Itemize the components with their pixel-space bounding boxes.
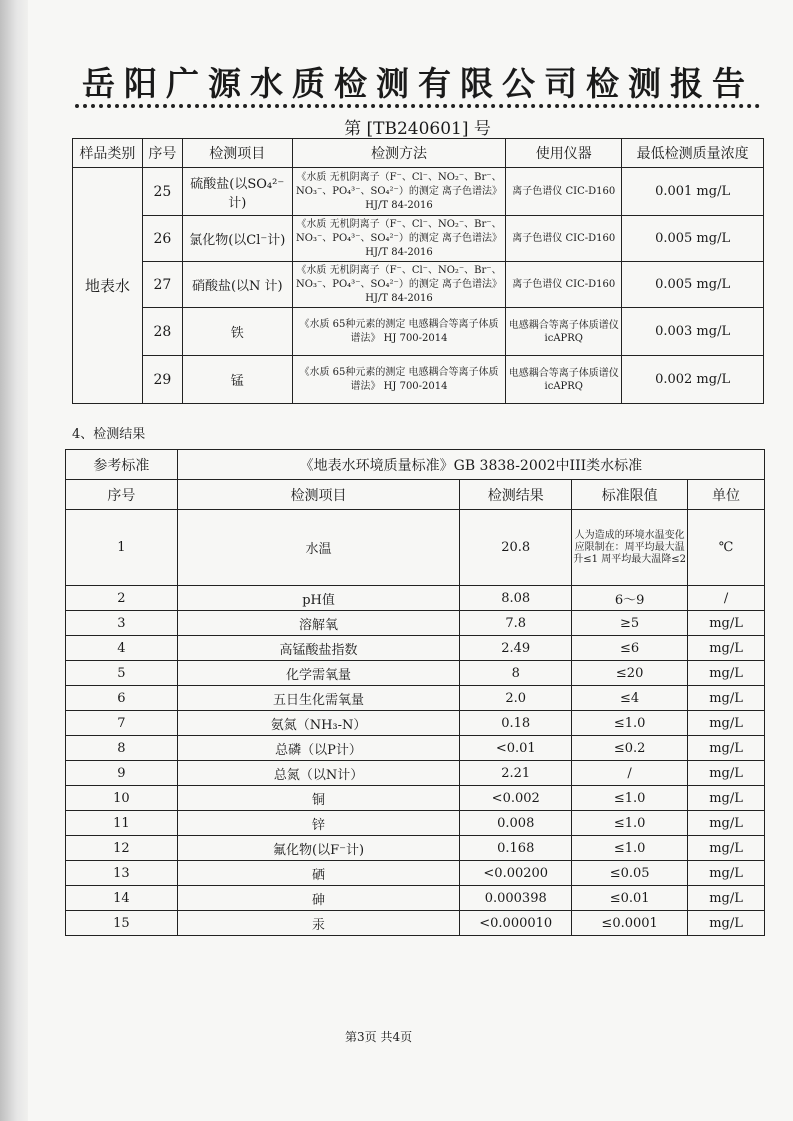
table-row	[66, 510, 765, 586]
row-conc: 0.003 mg/L	[622, 308, 764, 356]
row-no: 10	[66, 786, 178, 811]
table-row	[66, 836, 765, 861]
row-unit: mg/L	[688, 911, 765, 936]
row-limit: 人为造成的环境水温变化应限制在：周平均最大温升≤1 周平均最大温降≤2	[572, 510, 688, 586]
row-item: 硝酸盐(以N 计)	[182, 262, 292, 308]
row-item: 氨氮（NH₃-N）	[177, 711, 459, 736]
row-result: 0.008	[460, 811, 572, 836]
row-result: 0.000398	[460, 886, 572, 911]
row-unit: /	[688, 586, 765, 611]
row-limit: ≤0.2	[572, 736, 688, 761]
results-section-title: 4、检测结果	[72, 427, 146, 442]
row-item: pH值	[177, 586, 459, 611]
row-no: 11	[66, 811, 178, 836]
row-unit: mg/L	[688, 811, 765, 836]
row-no: 2	[66, 586, 178, 611]
row-limit: ≤1.0	[572, 786, 688, 811]
row-unit: mg/L	[688, 836, 765, 861]
row-item: 五日生化需氧量	[177, 686, 459, 711]
col-method: 检测方法	[292, 139, 506, 168]
row-unit: mg/L	[688, 861, 765, 886]
table-row	[73, 356, 764, 404]
row-limit: ≤6	[572, 636, 688, 661]
row-conc: 0.005 mg/L	[622, 262, 764, 308]
row-unit: mg/L	[688, 886, 765, 911]
row-result: 2.0	[460, 686, 572, 711]
row-conc: 0.005 mg/L	[622, 216, 764, 262]
row-instrument: 电感耦合等离子体质谱仪 icAPRQ	[506, 308, 622, 356]
methods-header-row	[73, 139, 764, 168]
row-no: 12	[66, 836, 178, 861]
row-no: 7	[66, 711, 178, 736]
row-item: 氯化物(以Cl⁻计)	[182, 216, 292, 262]
row-item: 水温	[177, 510, 459, 586]
row-limit: 6～9	[572, 586, 688, 611]
row-instrument: 离子色谱仪 CIC-D160	[506, 216, 622, 262]
table-row	[73, 168, 764, 216]
row-item: 硒	[177, 861, 459, 886]
row-item: 高锰酸盐指数	[177, 636, 459, 661]
row-no: 29	[142, 356, 182, 404]
row-result: 8	[460, 661, 572, 686]
row-limit: /	[572, 761, 688, 786]
col-result: 检测结果	[460, 480, 572, 510]
row-result: <0.000010	[460, 911, 572, 936]
col-item: 检测项目	[177, 480, 459, 510]
row-no: 27	[142, 262, 182, 308]
col-seq: 序号	[66, 480, 178, 510]
row-method: 《水质 65种元素的测定 电感耦合等离子体质谱法》 HJ 700-2014	[292, 308, 506, 356]
row-item: 锰	[182, 356, 292, 404]
row-method: 《水质 无机阴离子（F⁻、Cl⁻、NO₂⁻、Br⁻、NO₃⁻、PO₄³⁻、SO₄²⁻）的测定 离子色谱法》HJ/T 84-2016	[292, 168, 506, 216]
row-no: 28	[142, 308, 182, 356]
table-row	[73, 308, 764, 356]
row-item: 砷	[177, 886, 459, 911]
row-item: 总磷（以P计）	[177, 736, 459, 761]
methods-table	[72, 138, 764, 404]
row-unit: ℃	[688, 510, 765, 586]
row-item: 氟化物(以F⁻计)	[177, 836, 459, 861]
row-unit: mg/L	[688, 761, 765, 786]
row-result: 8.08	[460, 586, 572, 611]
row-result: 7.8	[460, 611, 572, 636]
results-header-row	[66, 480, 765, 510]
row-limit: ≥5	[572, 611, 688, 636]
row-item: 总氮（以N计）	[177, 761, 459, 786]
row-result: 2.49	[460, 636, 572, 661]
row-no: 5	[66, 661, 178, 686]
row-limit: ≤1.0	[572, 711, 688, 736]
table-row	[66, 761, 765, 786]
reference-standard-row	[66, 450, 765, 480]
row-method: 《水质 无机阴离子（F⁻、Cl⁻、NO₂⁻、Br⁻、NO₃⁻、PO₄³⁻、SO₄²⁻）的测定 离子色谱法》HJ/T 84-2016	[292, 262, 506, 308]
col-unit: 单位	[688, 480, 765, 510]
table-row	[66, 711, 765, 736]
book-spine-shadow	[0, 0, 28, 1121]
col-min-conc: 最低检测质量浓度	[622, 139, 764, 168]
table-row	[73, 216, 764, 262]
table-row	[66, 661, 765, 686]
row-method: 《水质 无机阴离子（F⁻、Cl⁻、NO₂⁻、Br⁻、NO₃⁻、PO₄³⁻、SO₄²⁻）的测定 离子色谱法》HJ/T 84-2016	[292, 216, 506, 262]
row-unit: mg/L	[688, 611, 765, 636]
report-title: 岳阳广源水质检测有限公司检测报告	[82, 64, 754, 103]
row-no: 1	[66, 510, 178, 586]
row-item: 汞	[177, 911, 459, 936]
row-result: <0.01	[460, 736, 572, 761]
row-no: 4	[66, 636, 178, 661]
row-no: 26	[142, 216, 182, 262]
row-no: 6	[66, 686, 178, 711]
row-result: 0.18	[460, 711, 572, 736]
table-row	[66, 886, 765, 911]
row-instrument: 离子色谱仪 CIC-D160	[506, 168, 622, 216]
dotted-divider	[75, 104, 760, 108]
row-method: 《水质 65种元素的测定 电感耦合等离子体质谱法》 HJ 700-2014	[292, 356, 506, 404]
row-item: 铜	[177, 786, 459, 811]
ref-value: 《地表水环境质量标准》GB 3838-2002中III类水标准	[177, 450, 764, 480]
table-row	[66, 686, 765, 711]
row-item: 化学需氧量	[177, 661, 459, 686]
row-no: 9	[66, 761, 178, 786]
row-no: 8	[66, 736, 178, 761]
table-row	[66, 636, 765, 661]
row-unit: mg/L	[688, 661, 765, 686]
table-row	[66, 736, 765, 761]
row-limit: ≤1.0	[572, 811, 688, 836]
table-row	[66, 811, 765, 836]
row-conc: 0.002 mg/L	[622, 356, 764, 404]
row-item: 铁	[182, 308, 292, 356]
col-instrument: 使用仪器	[506, 139, 622, 168]
table-row	[66, 611, 765, 636]
table-row	[66, 911, 765, 936]
table-row	[66, 586, 765, 611]
row-item: 锌	[177, 811, 459, 836]
row-no: 25	[142, 168, 182, 216]
row-result: <0.002	[460, 786, 572, 811]
row-conc: 0.001 mg/L	[622, 168, 764, 216]
row-item: 溶解氧	[177, 611, 459, 636]
row-unit: mg/L	[688, 686, 765, 711]
row-result: <0.00200	[460, 861, 572, 886]
col-item: 检测项目	[182, 139, 292, 168]
table-row	[66, 861, 765, 886]
row-limit: ≤1.0	[572, 836, 688, 861]
sample-category: 地表水	[73, 168, 143, 404]
ref-label: 参考标准	[66, 450, 178, 480]
table-row	[66, 786, 765, 811]
results-table	[65, 449, 765, 936]
row-instrument: 电感耦合等离子体质谱仪 icAPRQ	[506, 356, 622, 404]
row-result: 2.21	[460, 761, 572, 786]
row-no: 14	[66, 886, 178, 911]
row-result: 0.168	[460, 836, 572, 861]
col-sample-category: 样品类别	[73, 139, 143, 168]
col-seq: 序号	[142, 139, 182, 168]
row-limit: ≤0.05	[572, 861, 688, 886]
table-row	[73, 262, 764, 308]
report-number: 第 [TB240601] 号	[344, 119, 491, 139]
row-unit: mg/L	[688, 786, 765, 811]
row-limit: ≤0.0001	[572, 911, 688, 936]
row-limit: ≤4	[572, 686, 688, 711]
row-limit: ≤20	[572, 661, 688, 686]
row-no: 15	[66, 911, 178, 936]
row-instrument: 离子色谱仪 CIC-D160	[506, 262, 622, 308]
row-unit: mg/L	[688, 636, 765, 661]
row-no: 3	[66, 611, 178, 636]
page-number: 第3页 共4页	[345, 1030, 413, 1044]
row-unit: mg/L	[688, 711, 765, 736]
row-no: 13	[66, 861, 178, 886]
row-result: 20.8	[460, 510, 572, 586]
col-limit: 标准限值	[572, 480, 688, 510]
row-item: 硫酸盐(以SO₄²⁻计)	[182, 168, 292, 216]
row-unit: mg/L	[688, 736, 765, 761]
row-limit: ≤0.01	[572, 886, 688, 911]
